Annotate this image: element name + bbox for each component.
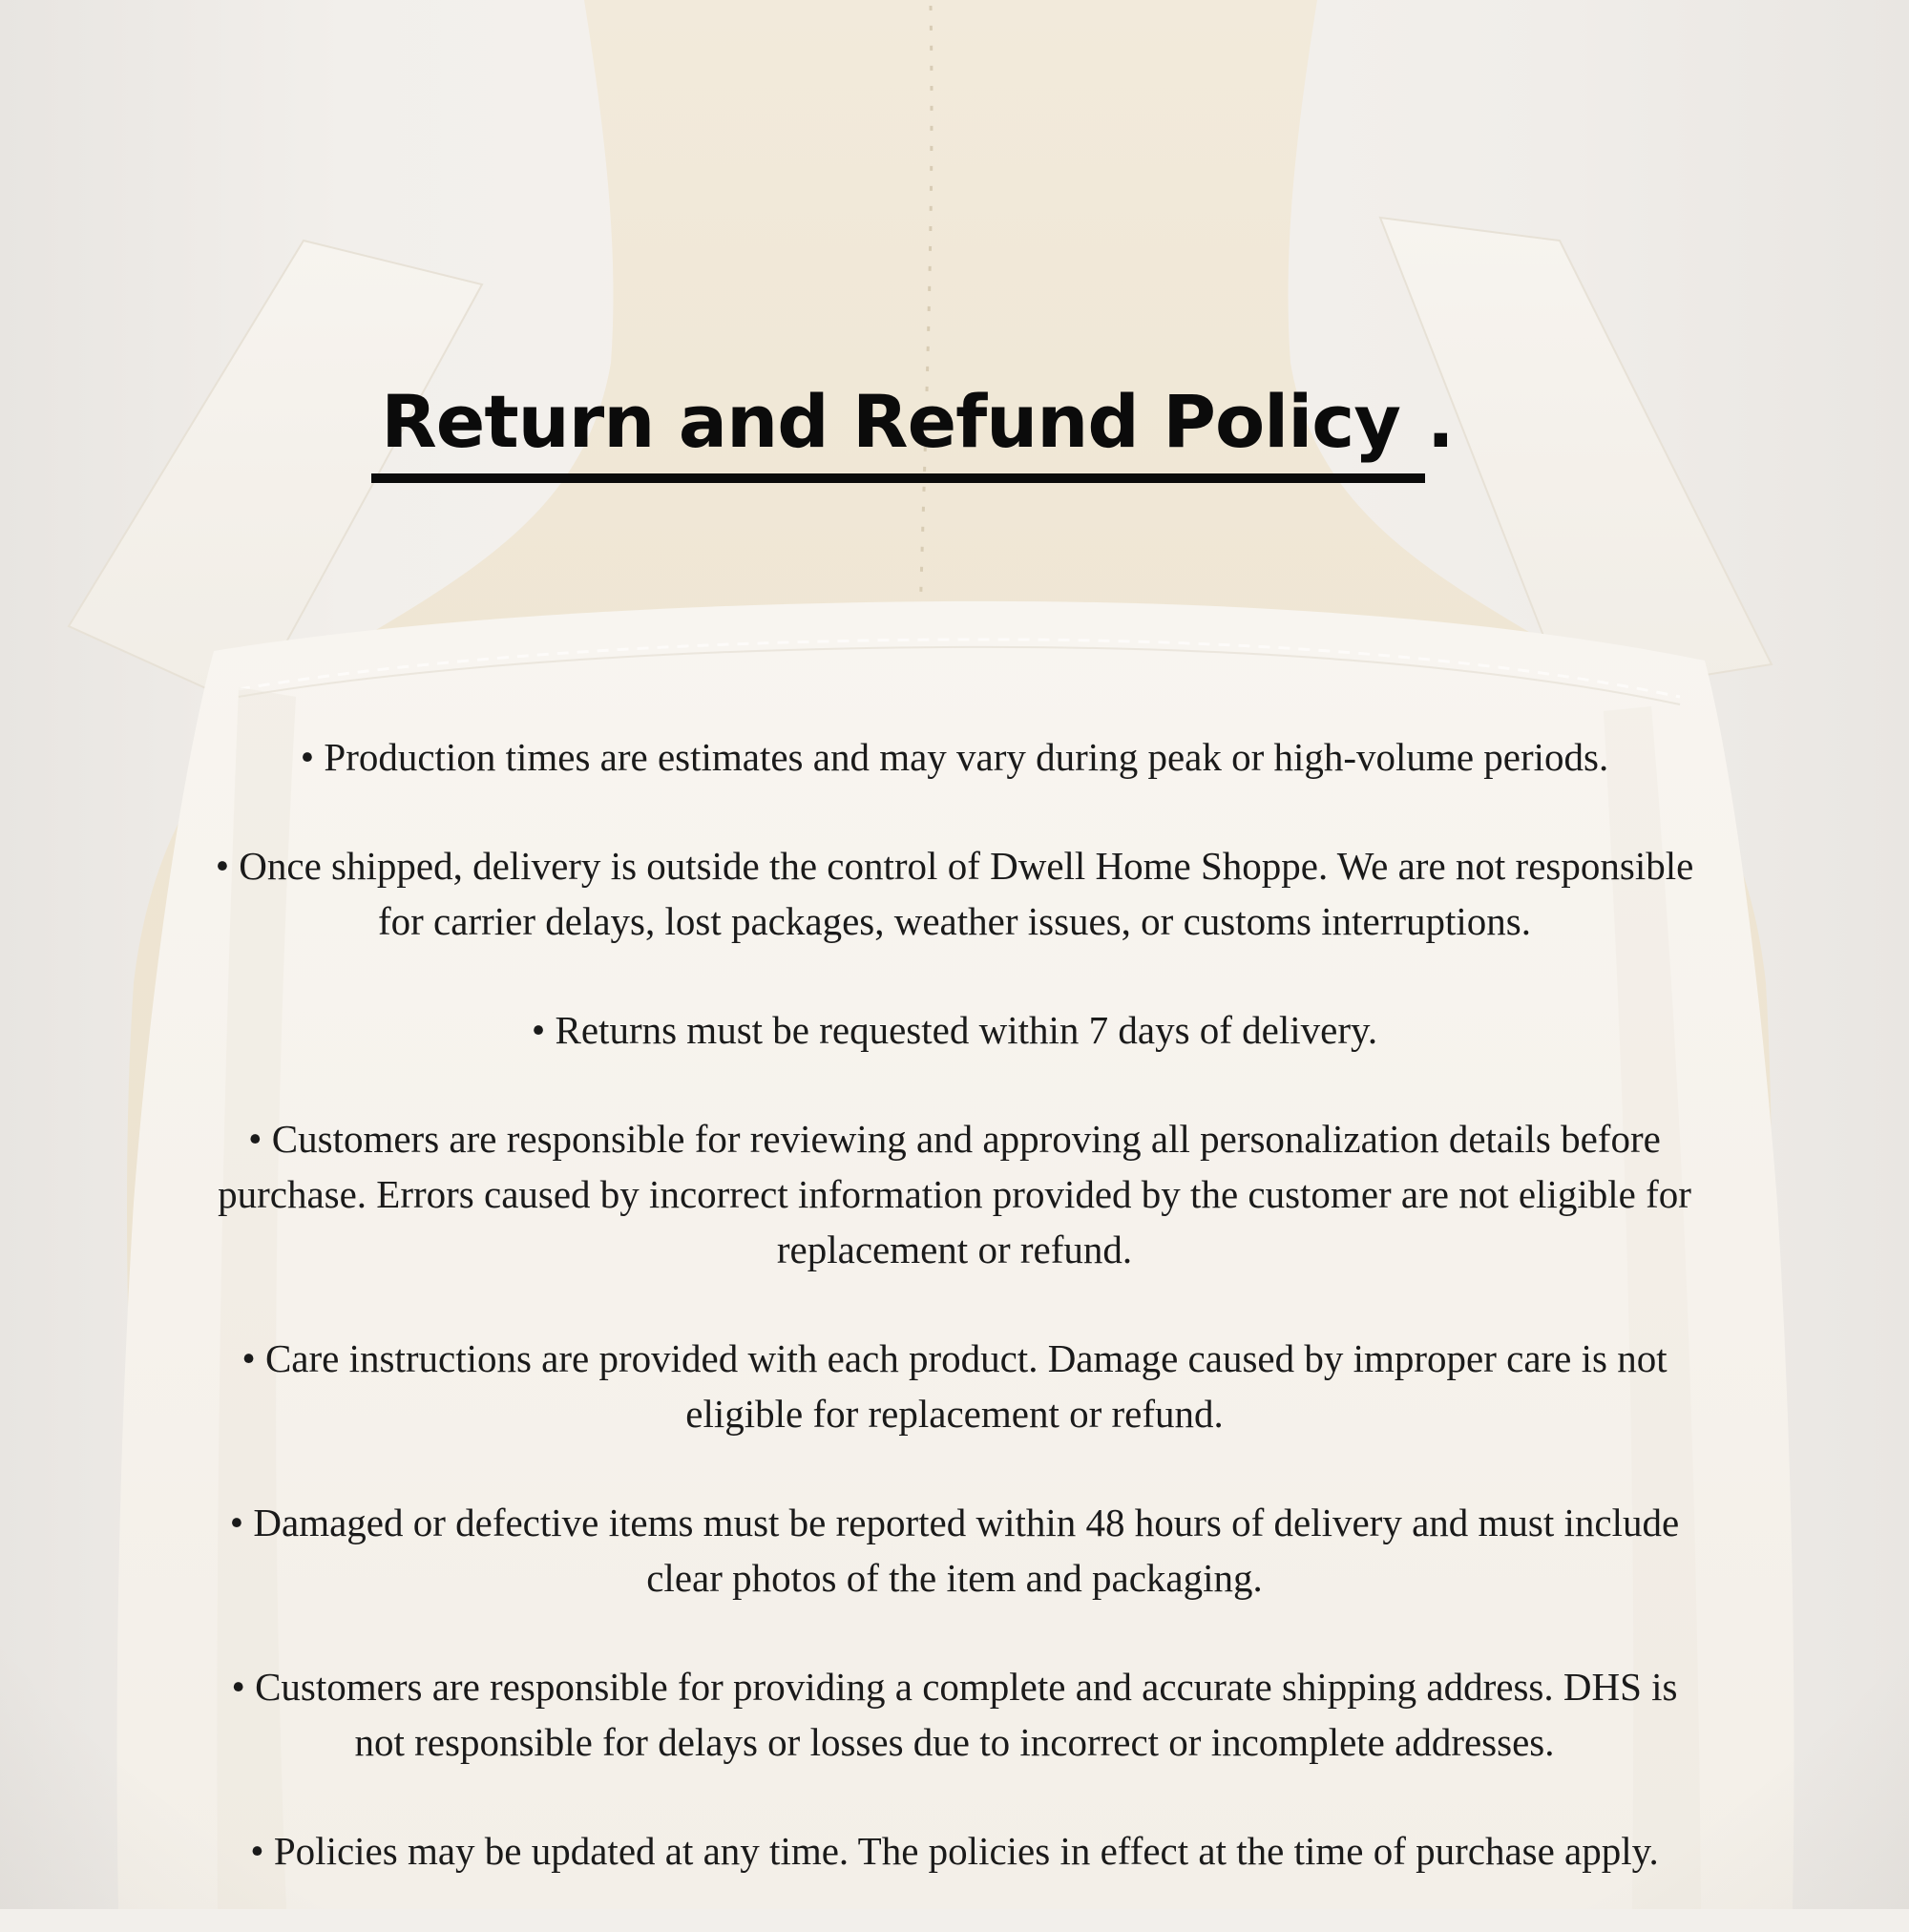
policy-line: • Production times are estimates and may vary during peak or high-volume periods. xyxy=(300,735,1609,779)
page-title-text-wrap xyxy=(371,379,1454,483)
policy-line: clear photos of the item and packaging. xyxy=(646,1556,1263,1600)
policy-line: • Policies may be updated at any time. The policies in effect at the time of purchase apply. xyxy=(250,1829,1659,1873)
policy-line: • Damaged or defective items must be reported within 48 hours of delivery and must include xyxy=(229,1501,1680,1544)
policy-line: • Once shipped, delivery is outside the control of Dwell Home Shoppe. We are not responsible xyxy=(215,844,1694,888)
policy-line: • Returns must be requested within 7 days of delivery. xyxy=(531,1008,1378,1052)
policy-line: • Customers are responsible for providing a complete and accurate shipping address. DHS is xyxy=(231,1665,1678,1709)
policy-item-returns-window xyxy=(134,1002,1775,1058)
policy-item-production-times xyxy=(134,729,1775,785)
policy-item-personalization xyxy=(134,1111,1775,1277)
policy-line: replacement or refund. xyxy=(776,1228,1133,1271)
policy-line: for carrier delays, lost packages, weather issues, or customs interruptions. xyxy=(378,899,1531,943)
page-title-period: . xyxy=(1426,379,1454,464)
policy-item-care-instructions xyxy=(134,1331,1775,1441)
policy-item-shipping-address xyxy=(134,1659,1775,1770)
policy-item-damaged-items xyxy=(134,1495,1775,1606)
policy-list xyxy=(134,729,1775,1932)
page-title-text: Return and Refund Policy xyxy=(371,384,1425,483)
policy-line: • Care instructions are provided with each product. Damage caused by improper care is not xyxy=(241,1336,1668,1380)
page-title xyxy=(0,379,1909,483)
policy-item-policy-updates xyxy=(134,1823,1775,1879)
policy-line: not responsible for delays or losses due to incorrect or incomplete addresses. xyxy=(354,1720,1555,1764)
policy-item-shipping-control xyxy=(134,838,1775,949)
policy-line: eligible for replacement or refund. xyxy=(685,1392,1224,1436)
policy-line: • Customers are responsible for reviewing and approving all personalization details before xyxy=(248,1117,1661,1161)
policy-line: purchase. Errors caused by incorrect information provided by the customer are not eligible for xyxy=(218,1172,1691,1216)
